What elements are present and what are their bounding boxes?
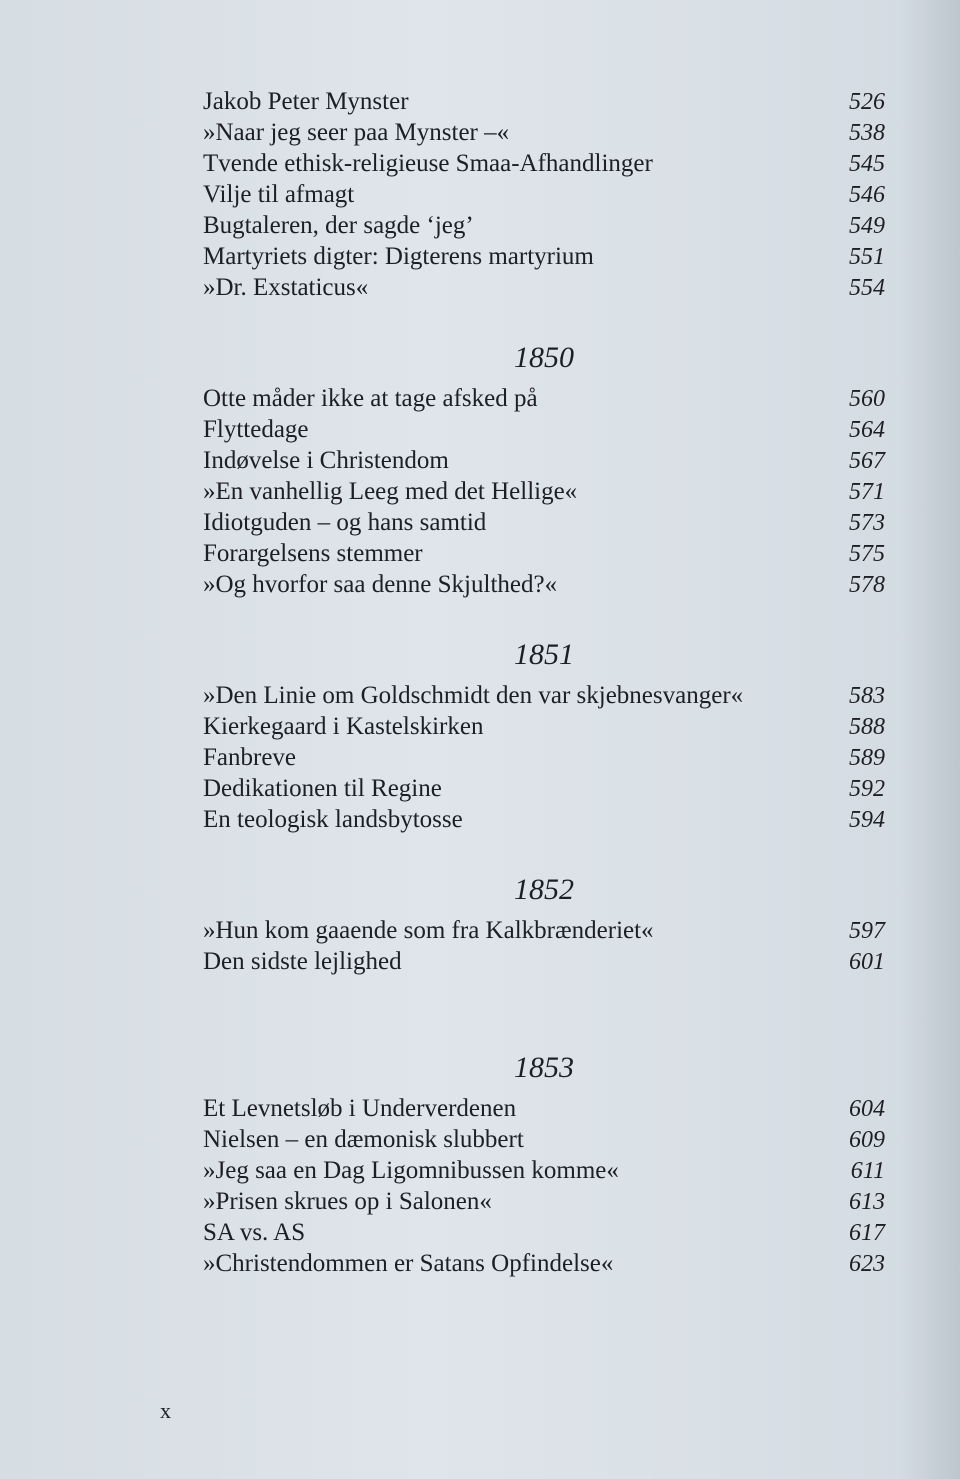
toc-entry <box>203 711 885 742</box>
entry-page: 589 <box>849 745 885 771</box>
entry-page: 592 <box>849 776 885 802</box>
toc-entry <box>203 210 885 241</box>
toc-entry <box>203 1124 885 1155</box>
entry-title: Dedikationen til Regine <box>203 775 442 802</box>
entry-page: 573 <box>849 510 885 536</box>
entry-page: 611 <box>850 1158 885 1184</box>
entry-page: 549 <box>849 213 885 239</box>
entry-page: 601 <box>849 949 885 975</box>
toc-entry <box>203 445 885 476</box>
entry-title: »Christendommen er Satans Opfindelse« <box>203 1250 614 1277</box>
entry-title: SA vs. AS <box>203 1219 306 1246</box>
entry-page: 575 <box>849 541 885 567</box>
entry-title: »Prisen skrues op i Salonen« <box>203 1188 492 1215</box>
entry-title: Martyriets digter: Digterens martyrium <box>203 243 594 270</box>
entry-title: Den sidste lejlighed <box>203 948 402 975</box>
entry-page: 538 <box>849 120 885 146</box>
entry-title: Tvende ethisk-religieuse Smaa-Afhandlinger <box>203 150 653 177</box>
entry-title: Flyttedage <box>203 416 309 443</box>
entry-title: »Og hvorfor saa denne Skjulthed?« <box>203 571 558 598</box>
toc-section-1853 <box>203 1051 885 1279</box>
entry-title: »En vanhellig Leeg med det Hellige« <box>203 478 578 505</box>
toc-entry <box>203 915 885 946</box>
entry-page: 564 <box>849 417 885 443</box>
toc-entry <box>203 179 885 210</box>
entry-title: »Naar jeg seer paa Mynster –« <box>203 119 510 146</box>
year-heading: 1851 <box>514 638 574 671</box>
toc-section-1852 <box>203 873 885 977</box>
toc-entry <box>203 804 885 835</box>
entry-page: 546 <box>849 182 885 208</box>
entry-page: 571 <box>849 479 885 505</box>
toc-entry <box>203 241 885 272</box>
entry-title: »Jeg saa en Dag Ligomnibussen komme« <box>203 1157 619 1184</box>
toc-entry <box>203 476 885 507</box>
entry-title: »Den Linie om Goldschmidt den var skjebnesvanger« <box>203 682 744 709</box>
entry-page: 567 <box>849 448 885 474</box>
entry-page: 604 <box>849 1096 885 1122</box>
toc-entry <box>203 1093 885 1124</box>
entry-title: Idiotguden – og hans samtid <box>203 509 487 536</box>
entry-page: 551 <box>849 244 885 270</box>
toc-entry <box>203 538 885 569</box>
entry-page: 613 <box>849 1189 885 1215</box>
year-heading: 1853 <box>514 1051 574 1084</box>
toc-entry <box>203 383 885 414</box>
toc-entry <box>203 1248 885 1279</box>
toc-entry <box>203 742 885 773</box>
entry-page: 597 <box>849 918 885 944</box>
entry-title: En teologisk landsbytosse <box>203 806 463 833</box>
toc-entry <box>203 507 885 538</box>
entry-title: Bugtaleren, der sagde ‘jeg’ <box>203 212 474 239</box>
entry-page: 583 <box>849 683 885 709</box>
entry-title: Otte måder ikke at tage afsked på <box>203 385 538 412</box>
year-heading: 1850 <box>514 341 574 374</box>
page-folio: x <box>160 1398 171 1423</box>
entry-title: Fanbreve <box>203 744 297 771</box>
toc-entry <box>203 680 885 711</box>
toc-section-1850 <box>203 341 885 600</box>
year-heading: 1852 <box>514 873 574 906</box>
entry-title: Jakob Peter Mynster <box>203 88 409 115</box>
entry-page: 560 <box>849 386 885 412</box>
table-of-contents <box>203 86 885 1279</box>
entry-page: 545 <box>849 151 885 177</box>
entry-page: 588 <box>849 714 885 740</box>
toc-entry <box>203 1186 885 1217</box>
entry-title: Et Levnetsløb i Underverdenen <box>203 1095 517 1122</box>
toc-entry <box>203 148 885 179</box>
entry-title: »Hun kom gaaende som fra Kalkbrænderiet« <box>203 917 654 944</box>
toc-section-1851 <box>203 638 885 835</box>
entry-page: 617 <box>849 1220 885 1246</box>
entry-title: Forargelsens stemmer <box>203 540 423 567</box>
entry-title: Kierkegaard i Kastelskirken <box>203 713 484 740</box>
toc-entry <box>203 86 885 117</box>
toc-entry <box>203 117 885 148</box>
toc-entry <box>203 773 885 804</box>
entry-title: »Dr. Exstaticus« <box>203 274 369 301</box>
entry-title: Nielsen – en dæmonisk slubbert <box>203 1126 524 1153</box>
toc-section <box>203 86 885 303</box>
entry-page: 526 <box>849 89 885 115</box>
toc-entry <box>203 1155 885 1186</box>
entry-page: 623 <box>849 1251 885 1277</box>
toc-entry <box>203 272 885 303</box>
entry-page: 609 <box>849 1127 885 1153</box>
toc-entry <box>203 1217 885 1248</box>
toc-entry <box>203 414 885 445</box>
entry-title: Indøvelse i Christendom <box>203 447 449 474</box>
toc-entry <box>203 569 885 600</box>
toc-entry <box>203 946 885 977</box>
entry-title: Vilje til afmagt <box>203 181 355 208</box>
entry-page: 554 <box>849 275 885 301</box>
entry-page: 578 <box>849 572 885 598</box>
entry-page: 594 <box>849 807 885 833</box>
